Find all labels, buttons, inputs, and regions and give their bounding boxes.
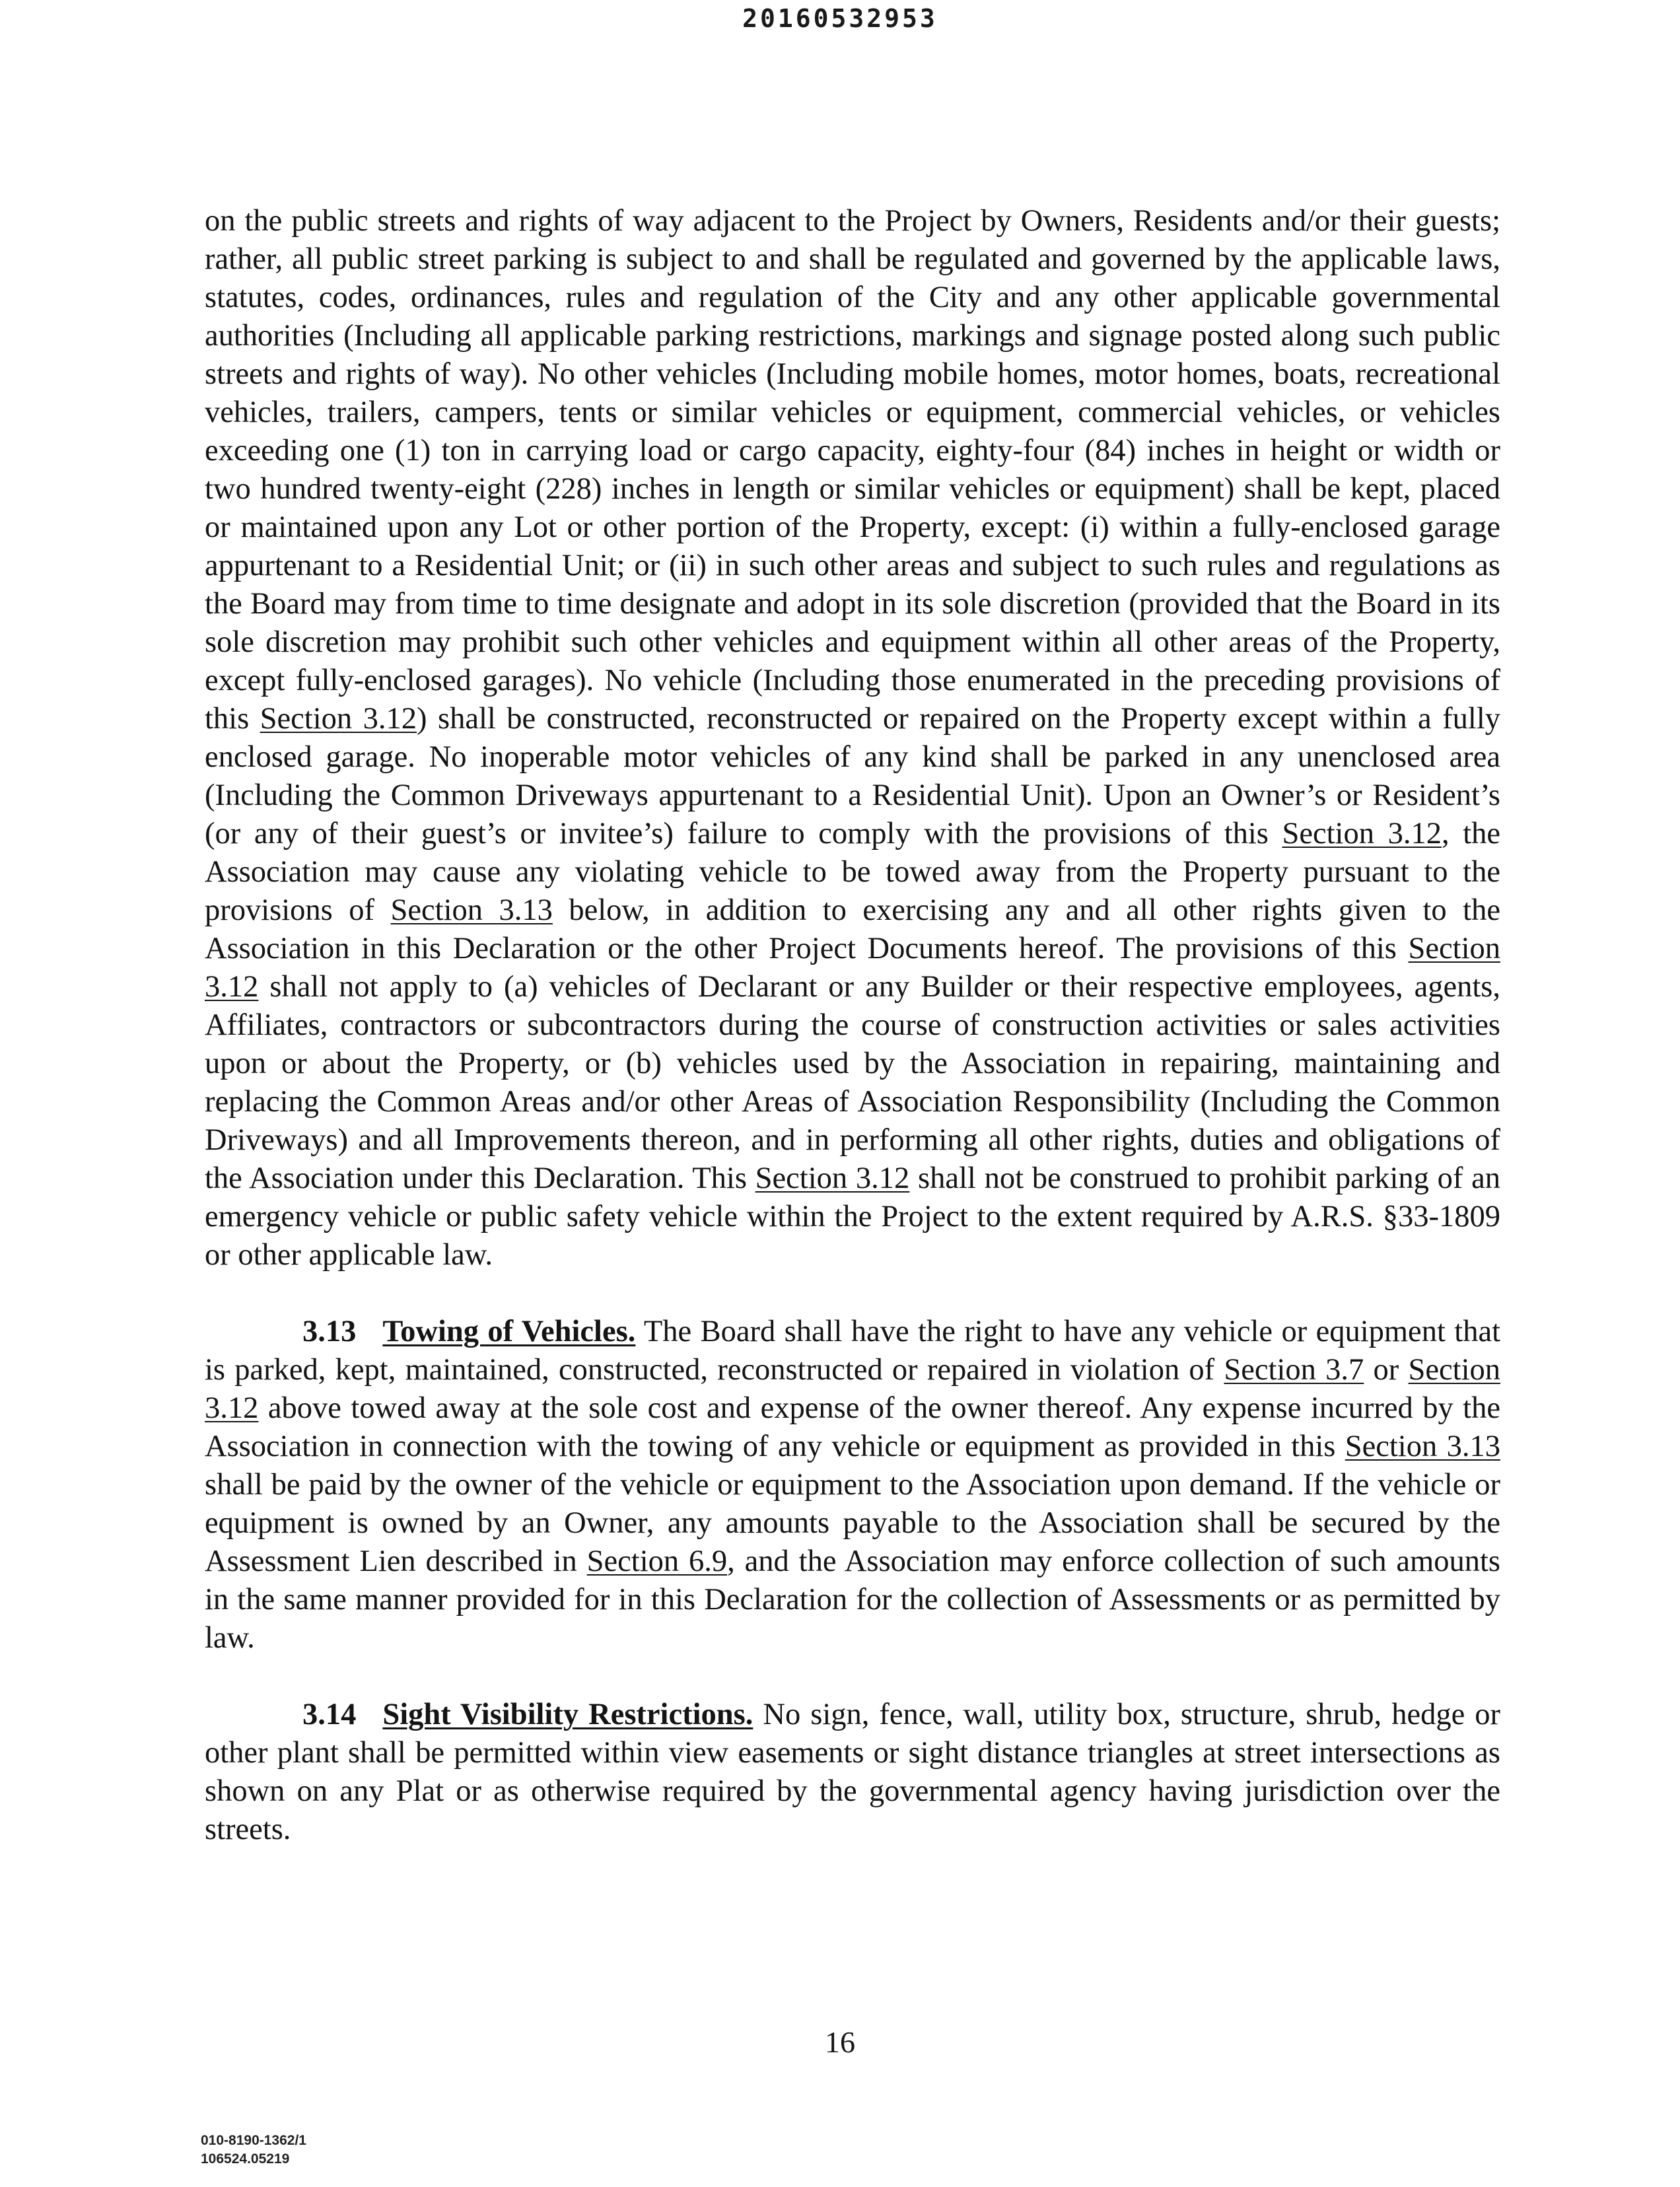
document-body <box>205 202 1500 1849</box>
section-title: Sight Visibility Restrictions. <box>382 1698 753 1731</box>
document-code: 010-8190-1362/1 <box>201 2133 306 2148</box>
section-reference: Section 3.12 <box>755 1162 910 1195</box>
body-text-segment: above towed away at the sole cost and expense of the owner thereof. Any expense incurred by the Association in connection with the towing of any vehicle or equipment as provided in this <box>205 1391 1500 1463</box>
section-3-14 <box>205 1696 1500 1849</box>
body-text-segment: or <box>1364 1353 1409 1387</box>
section-number: 3.13 <box>302 1315 357 1348</box>
document-code: 106524.05219 <box>201 2151 290 2167</box>
section-reference: Section 3.13 <box>1345 1430 1500 1463</box>
body-text-segment: , the Association may cause any violating vehicle to be towed away from the Property pursuant to the provisions of <box>205 817 1501 927</box>
page-number: 16 <box>825 2025 855 2059</box>
section-reference: Section 6.9 <box>586 1545 728 1578</box>
section-3-12-continuation <box>205 202 1500 1274</box>
section-title: Towing of Vehicles. <box>382 1315 636 1348</box>
body-text-segment: on the public streets and rights of way adjacent to the Project by Owners, Residents and/or their guests; rather, all public street parking is subject to and shall be regulated and governed by the applicable laws, statutes, codes, ordinances, rules and regulation of the City and any other applicable governmental authorities (Including all applicable parking restrictions, markings and signage posted along such public streets and rights of way). No other vehicles (Including mobile homes, motor homes, boats, recreational vehicles, trailers, campers, tents or similar vehicles or equipment, commercial vehicles, or vehicles exceeding one (1) ton in carrying load or cargo capacity, eighty-four (84) inches in height or width or two hundred twenty-eight (228) inches in length or similar vehicles or equipment) shall be kept, placed or maintained upon any Lot or other portion of the Property, except: (i) within a fully-enclosed garage appurtenant to a Residential Unit; or (ii) in such other areas and subject to such rules and regulations as the Board may from time to time designate and adopt in its sole discretion (provided that the Board in its sole discretion may prohibit such other vehicles and equipment within all other areas of the Property, except fully-enclosed garages). No vehicle (Including those enumerated in the preceding provisions of this <box>205 204 1500 736</box>
recording-number: 20160532953 <box>742 4 938 33</box>
section-reference: Section 3.12 <box>260 702 417 736</box>
body-text-segment: The Board shall have the right to have any vehicle or equipment that is parked, kept, maintained, constructed, reconstructed or repaired in violation of <box>205 1315 1500 1387</box>
document-codes <box>201 2132 306 2169</box>
section-reference: Section 3.12 <box>1282 817 1442 850</box>
body-text-segment: shall be paid by the owner of the vehicle or equipment to the Association upon demand. If the vehicle or equipment is owned by an Owner, any amounts payable to the Association shall be secured by the Assessment Lien described in <box>205 1468 1500 1578</box>
section-3-13 <box>205 1313 1500 1657</box>
body-text-segment: ) shall be constructed, reconstructed or repaired on the Property except within a fully enclosed garage. No inoperable motor vehicles of any kind shall be parked in any unenclosed area (Including the Common Driveways appurtenant to a Residential Unit). Upon an Owner’s or Resident’s (or any of their guest’s or invitee’s) failure to comply with the provisions of this <box>205 702 1500 850</box>
section-reference: Section 3.12 <box>205 1353 1500 1425</box>
body-text-segment: , and the Association may enforce collection of such amounts in the same manner provided for in this Declaration for the collection of Assessments or as permitted by law. <box>205 1545 1500 1655</box>
body-text-segment: below, in addition to exercising any and all other rights given to the Association in this Declaration or the other Project Documents hereof. The provisions of this <box>205 893 1500 965</box>
body-text-segment: shall not apply to (a) vehicles of Declarant or any Builder or their respective employees, agents, Affiliates, contractors or subcontractors during the course of construction activities or sales activities upon or about the Property, or (b) vehicles used by the Association in repairing, maintaining and replacing the Common Areas and/or other Areas of Association Responsibility (Including the Common Driveways) and all Improvements thereon, and in performing all other rights, duties and obligations of the Association under this Declaration. This <box>205 970 1500 1195</box>
section-number: 3.14 <box>302 1698 357 1731</box>
section-reference: Section 3.7 <box>1224 1353 1364 1387</box>
body-text-segment: shall not be construed to prohibit parking of an emergency vehicle or public safety vehicle within the Project to the extent required by A.R.S. §33-1809 or other applicable law. <box>205 1162 1500 1272</box>
section-reference: Section 3.13 <box>390 893 553 927</box>
body-text-segment: No sign, fence, wall, utility box, structure, shrub, hedge or other plant shall be permitted within view easements or sight distance triangles at street intersections as shown on any Plat or as otherwise required by the governmental agency having jurisdiction over the streets. <box>205 1698 1500 1846</box>
section-reference: Section 3.12 <box>205 932 1500 1004</box>
